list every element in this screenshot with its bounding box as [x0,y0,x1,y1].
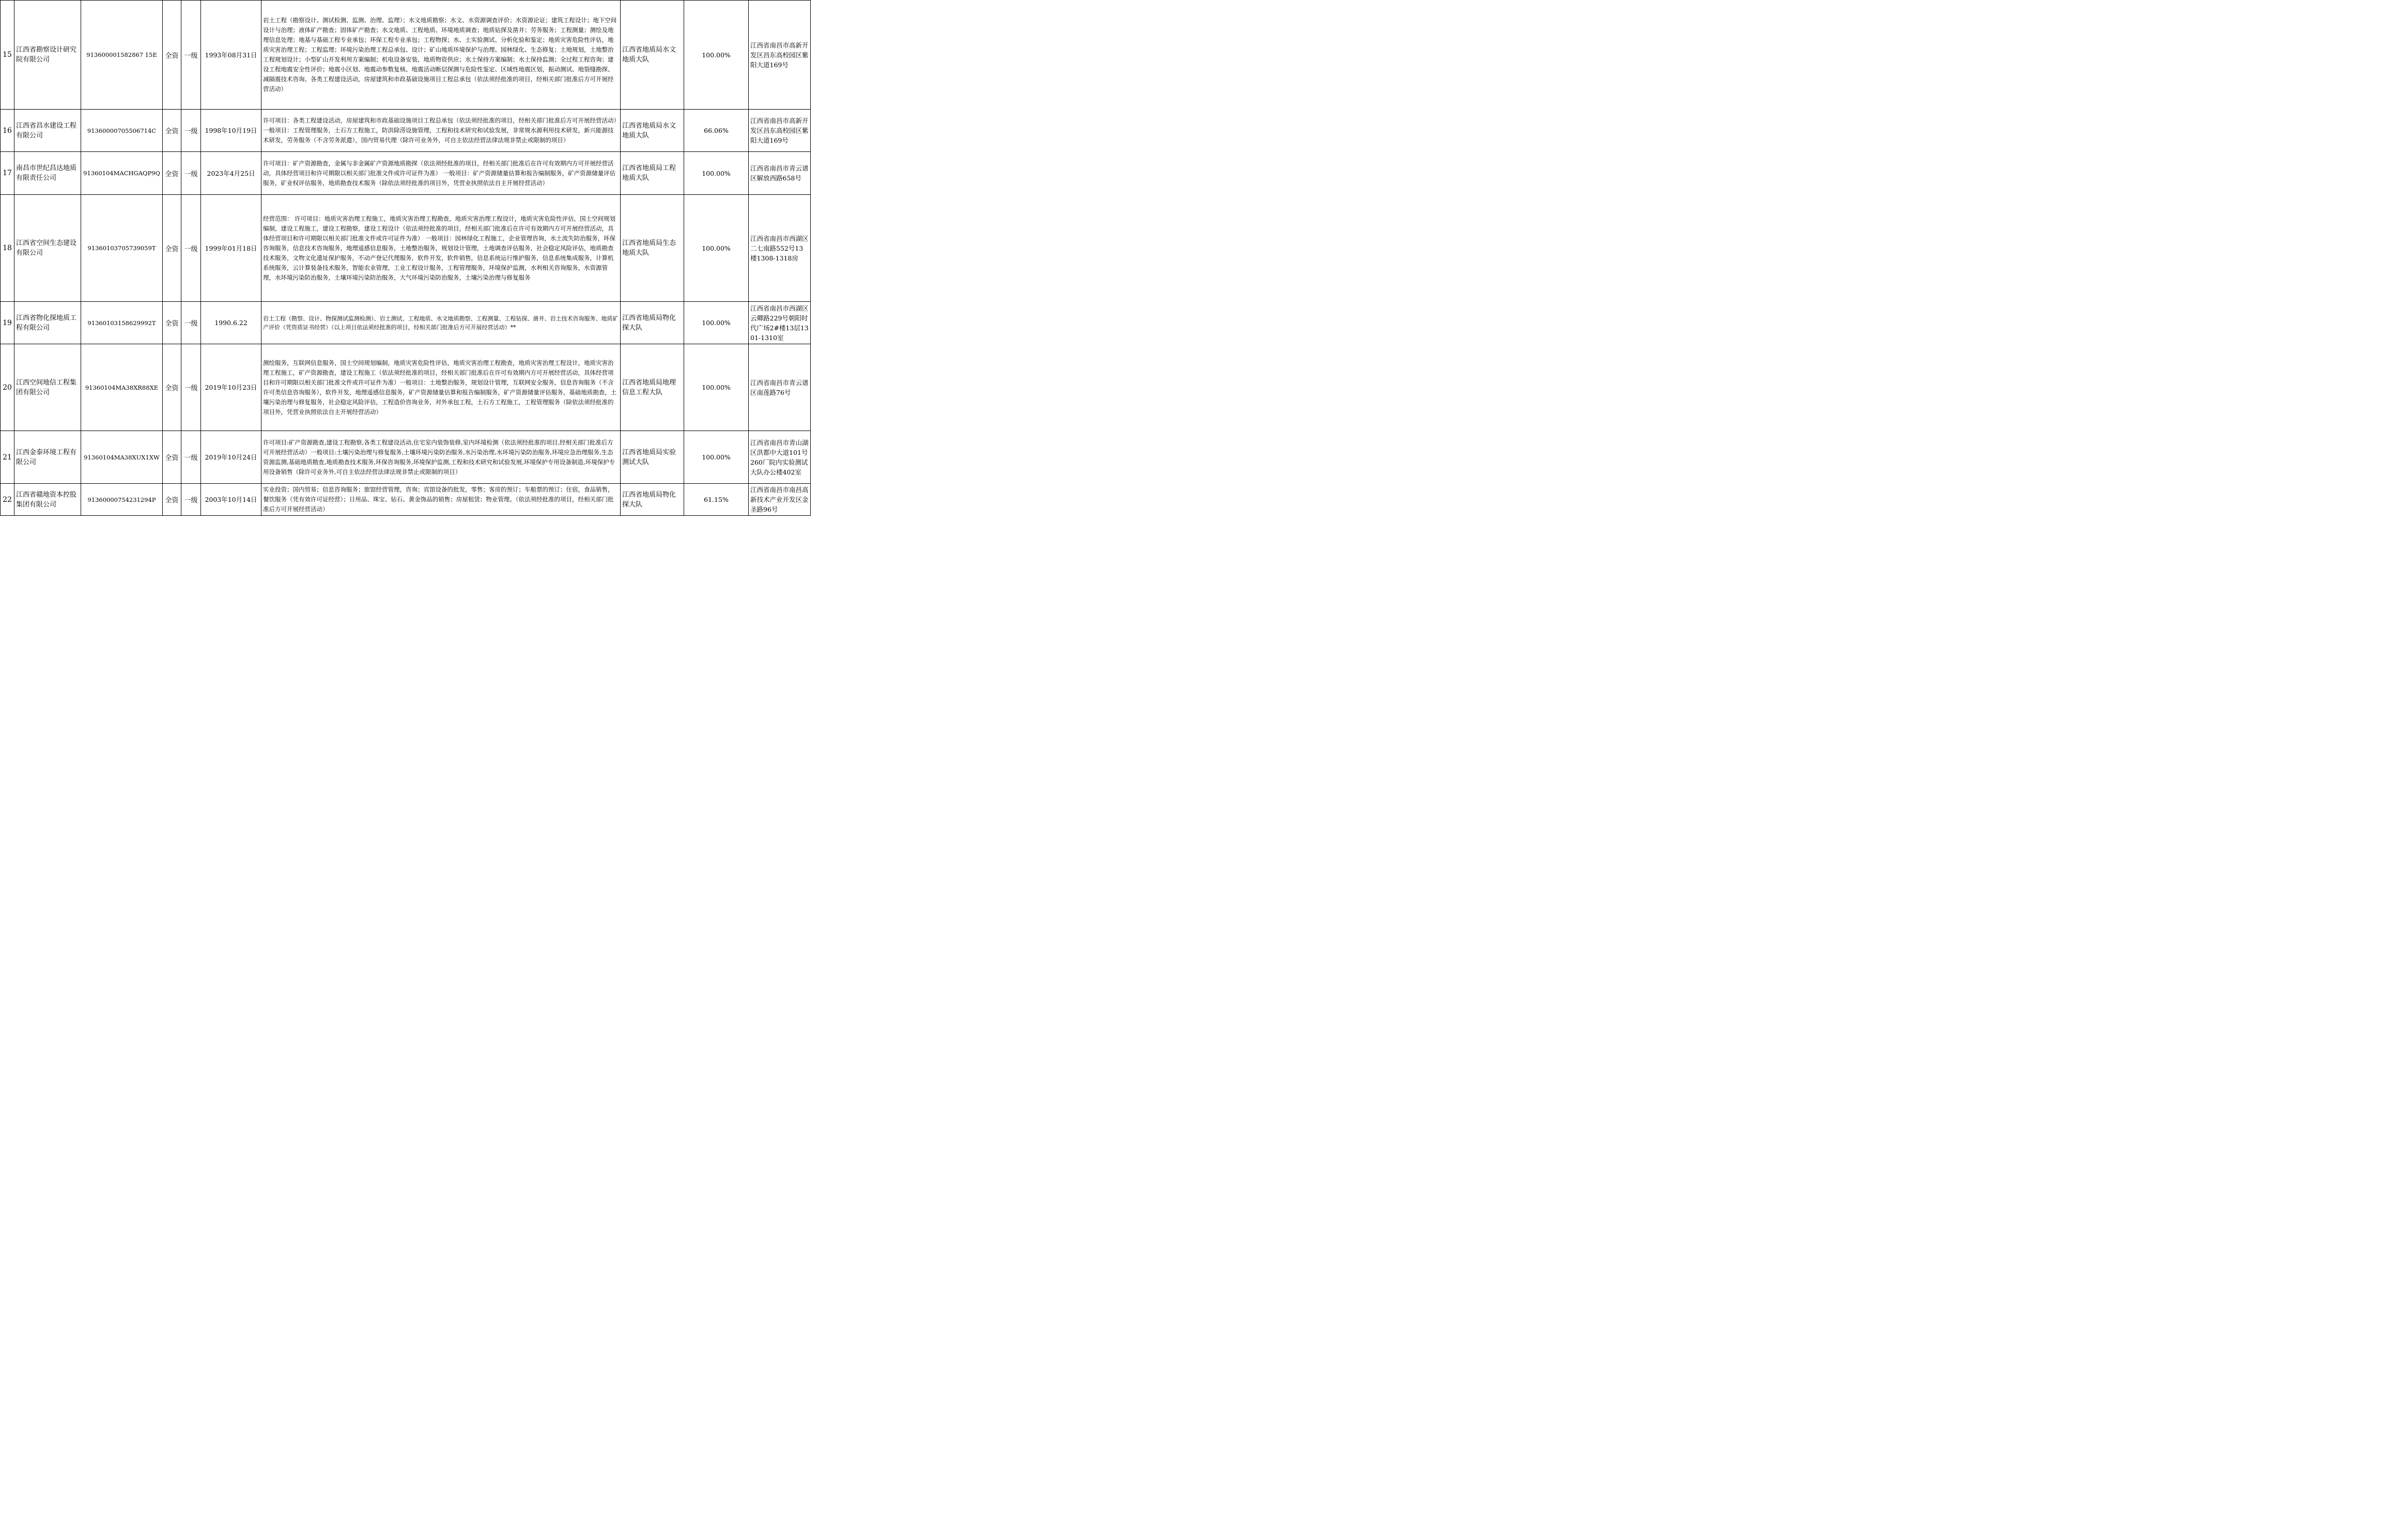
credit-code: 91360103705739059T [81,195,163,302]
subsidiary-table [0,0,811,516]
address: 江西省南昌市青山湖区洪都中大道101号260厂院内实验测试大队办公楼402室 [749,431,811,484]
share-ratio: 100.00% [684,344,749,431]
level: 一级 [181,1,201,110]
table-row [1,110,811,152]
address: 江西省南昌市高新开发区昌东高校园区紫阳大道169号 [749,110,811,152]
ownership-type: 全资 [163,110,181,152]
credit-code: 913600001582867 15E [81,1,163,110]
ownership-type: 全资 [163,431,181,484]
shareholder: 江西省地质局生态地质大队 [621,195,684,302]
shareholder: 江西省地质局水文地质大队 [621,110,684,152]
row-number: 18 [1,195,14,302]
address: 江西省南昌市青云谱区南莲路76号 [749,344,811,431]
company-name: 江西省勘察设计研究院有限公司 [14,1,81,110]
level: 一级 [181,195,201,302]
establish-date: 2023年4月25日 [201,152,261,195]
row-number: 15 [1,1,14,110]
table-row [1,484,811,516]
establish-date: 1999年01月18日 [201,195,261,302]
ownership-type: 全资 [163,484,181,516]
shareholder: 江西省地质局物化探大队 [621,302,684,344]
table-row [1,302,811,344]
business-scope: 许可项目:矿产资源勘查,建设工程勘察,各类工程建设活动,住宅室内装饰装修,室内环境检测（依法须经批准的项目,经相关部门批准后方可开展经营活动）一般项目:土壤污染治理与修复服务,土壤环境污染防治服务,水污染治理,水环境污染防治服务,环境应急治理服务,生态资源监测,基础地质勘查,地质勘查技术服务,环保咨询服务,环境保护监测,工程和技术研究和试验发展,环境保护专用设备制造,环境保护专用设备销售（除许可业务外,可自主依法经营法律法规非禁止或限制的项目） [261,431,621,484]
row-number: 19 [1,302,14,344]
row-number: 20 [1,344,14,431]
business-scope: 岩土工程（勘察、设计、物探测试监测检测）、岩土测试、工程地质、水文地质勘察、工程测量、工程钻探、凿井、岩土技术咨询服务、地质矿产评价（凭资质证书经营）（以上项目依法须经批准的项目，经相关部门批准后方可开展经营活动）** [261,302,621,344]
address: 江西省南昌市西湖区二七南路552号13楼1308-1318房 [749,195,811,302]
credit-code: 91360104MACHGAQP9Q [81,152,163,195]
ownership-type: 全资 [163,195,181,302]
address: 江西省南昌市高新开发区昌东高校园区紫阳大道169号 [749,1,811,110]
business-scope: 岩土工程（勘察设计、测试检测、监测、治理、监理）；水文地质勘察；水文、水资源调查评价；水资源论证；建筑工程设计；地下空间设计与治理；液体矿产勘查；固体矿产勘查；水文地质、工程地质、环境地质调查；地质钻探及凿井；劳务服务；工程测量；测绘及地理信息处理；地基与基础工程专业承包；环保工程专业承包；工程物探；水、土实验测试、分析化验和鉴定；地质灾害危险性评估，地质灾害治理工程；工程监理；环境污染治理工程总承包、设计；矿山地质环境保护与治理、园林绿化、生态修复；土地规划，土地整治工程规划设计；小型矿山开发利用方案编制；机电设备安装，地质物资供应；水土保持方案编制；水土保持监测；全过程工程咨询；建设工程地震安全性评价；地震小区划、地震动参数复核、地震活动断层探测与危险性鉴定、区域性地震区划，振动测试、地裂缝勘探、减隔震技术咨询。各类工程建设活动，房屋建筑和市政基础设施项目工程总承包（依法须经批准的项目，经相关部门批准后方可开展经营活动） [261,1,621,110]
share-ratio: 61.15% [684,484,749,516]
credit-code: 91360000754231294P [81,484,163,516]
shareholder: 江西省地质局工程地质大队 [621,152,684,195]
business-scope: 许可项目：各类工程建设活动，房屋建筑和市政基础设施项目工程总承包（依法须经批准的项目，经相关部门批准后方可开展经营活动）一般项目：工程管理服务，土石方工程施工，防洪除涝设施管理，工程和技术研究和试验发展，非常规水源利用技术研发，新兴能源技术研发，劳务服务（不含劳务派遣），国内贸易代理（除许可业务外，可自主依法经营法律法规非禁止或限制的项目） [261,110,621,152]
shareholder: 江西省地质局地理信息工程大队 [621,344,684,431]
credit-code: 91360103158629992T [81,302,163,344]
credit-code: 91360104MA38XUX1XW [81,431,163,484]
ownership-type: 全资 [163,152,181,195]
establish-date: 2019年10月24日 [201,431,261,484]
level: 一级 [181,344,201,431]
share-ratio: 100.00% [684,1,749,110]
ownership-type: 全资 [163,302,181,344]
ownership-type: 全资 [163,1,181,110]
company-name: 江西省赣地资本控股集团有限公司 [14,484,81,516]
company-name: 南昌市世纪昌达地质有限责任公司 [14,152,81,195]
level: 一级 [181,110,201,152]
table-row [1,195,811,302]
table-row [1,344,811,431]
table-row [1,431,811,484]
level: 一级 [181,302,201,344]
share-ratio: 100.00% [684,195,749,302]
establish-date: 2003年10月14日 [201,484,261,516]
credit-code: 91360000705506714C [81,110,163,152]
company-name: 江西省昌水建设工程有限公司 [14,110,81,152]
row-number: 22 [1,484,14,516]
business-scope: 许可项目：矿产资源勘查，金属与非金属矿产资源地质勘探（依法须经批准的项目，经相关部门批准后在许可有效期内方可开展经营活动，具体经营项目和许可期限以相关部门批准文件或许可证件为准） 一般项目：矿产资源储量估算和报告编制服务，矿产资源储量评估服务，矿业权评估服务，地质勘查技术服务（除依法须经批准的项目外，凭营业执照依法自主开展经营活动） [261,152,621,195]
business-scope: 测绘服务，互联网信息服务，国土空间规划编制，地质灾害危险性评估，地质灾害治理工程勘查，地质灾害治理工程设计，地质灾害治理工程施工，矿产资源勘查，建设工程施工（依法须经批准的项目，经相关部门批准后在许可有效期内方可开展经营活动，具体经营项目和许可期限以相关部门批准文件或许可证件为准）一般项目：土地整治服务，规划设计管理，互联网安全服务，信息咨询服务（不含许可类信息咨询服务），软件开发，地理遥感信息服务，矿产资源储量估算和报告编制服务，矿产资源储量评估服务，基础地质勘查，土壤污染治理与修复服务，社会稳定风险评估，工程造价咨询业务，对外承包工程，土石方工程施工，工程管理服务（除依法须经批准的项目外，凭营业执照依法自主开展经营活动） [261,344,621,431]
share-ratio: 100.00% [684,431,749,484]
level: 一级 [181,484,201,516]
address: 江西省南昌市西湖区云卿路229号朝阳时代广场2#楼13层1301-1310室 [749,302,811,344]
share-ratio: 100.00% [684,302,749,344]
establish-date: 2019年10月23日 [201,344,261,431]
shareholder: 江西省地质局实验测试大队 [621,431,684,484]
company-name: 江西空间地信工程集团有限公司 [14,344,81,431]
table-row [1,1,811,110]
share-ratio: 100.00% [684,152,749,195]
row-number: 21 [1,431,14,484]
ownership-type: 全资 [163,344,181,431]
company-name: 江西金泰环境工程有限公司 [14,431,81,484]
address: 江西省南昌市青云谱区解放西路658号 [749,152,811,195]
business-scope: 经营范围： 许可项目：地质灾害治理工程施工，地质灾害治理工程勘查，地质灾害治理工程设计，地质灾害危险性评估，国土空间规划编制，建设工程施工，建设工程勘察，建设工程设计（依法须经批准的项目，经相关部门批准后在许可有效期内方可开展经营活动，具体经营项目和许可期限以相关部门批准文件或许可证件为准） 一般项目：园林绿化工程施工，企业管理咨询，水土流失防治服务，环保咨询服务，信息技术咨询服务，地理遥感信息服务，土地整治服务，规划设计管理，土地调查评估服务，社会稳定风险评估，地质勘查技术服务，文物文化遗址保护服务，不动产登记代理服务，软件开发，软件销售，信息系统运行维护服务，信息系统集成服务，计算机系统服务，云计算装备技术服务，智能农业管理，工业工程设计服务，工程管理服务，环境保护监测，水利相关咨询服务，水资源管理，水环境污染防治服务，土壤环境污染防治服务，大气环境污染防治服务，土壤污染治理与修复服务 [261,195,621,302]
level: 一级 [181,431,201,484]
address: 江西省南昌市南昌高新技术产业开发区金圣路96号 [749,484,811,516]
level: 一级 [181,152,201,195]
company-name: 江西省空间生态建设有限公司 [14,195,81,302]
row-number: 16 [1,110,14,152]
shareholder: 江西省地质局物化探大队 [621,484,684,516]
table-row [1,152,811,195]
establish-date: 1993年08月31日 [201,1,261,110]
establish-date: 1990.6.22 [201,302,261,344]
company-name: 江西省物化探地质工程有限公司 [14,302,81,344]
establish-date: 1998年10月19日 [201,110,261,152]
business-scope: 实业投资；国内贸易；信息咨询服务；旅馆经营管理，咨询；宾馆设备的批发，零售；客房的预订；车船票的预订；住宿，食品销售，餐饮服务（凭有效许可证经营）；日用品、珠宝、钻石、黄金饰品的销售；房屋租赁；物业管理。（依法须经批准的项目，经相关部门批准后方可开展经营活动） [261,484,621,516]
shareholder: 江西省地质局水文地质大队 [621,1,684,110]
share-ratio: 66.06% [684,110,749,152]
credit-code: 91360104MA38XR88XE [81,344,163,431]
row-number: 17 [1,152,14,195]
